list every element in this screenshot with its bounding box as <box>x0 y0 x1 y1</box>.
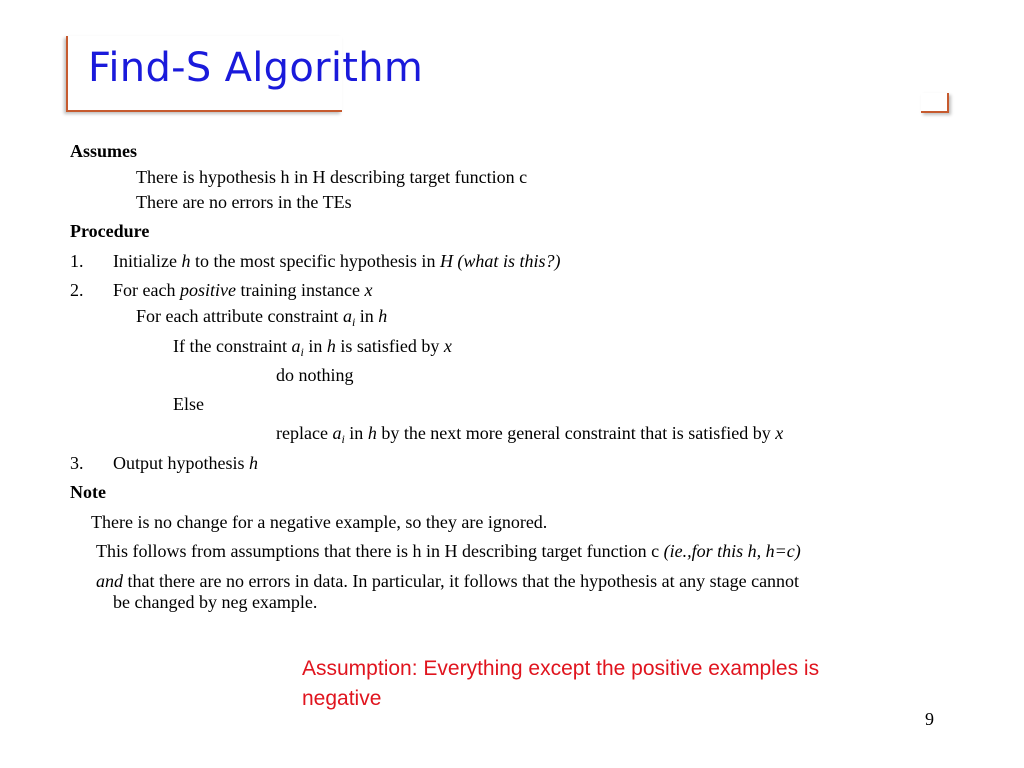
assumes-item-1: There is hypothesis h in H describing target function c <box>136 167 528 187</box>
note-line-3: and that there are no errors in data. In particular, it follows that the hypothesis at any stage cannot <box>96 571 800 591</box>
step-number: 2. <box>70 280 84 300</box>
assumes-item-2: There are no errors in the TEs <box>136 192 352 212</box>
assumes-heading: Assumes <box>70 141 138 161</box>
procedure-heading: Procedure <box>70 221 150 241</box>
assumption-callout: Assumption: Everything except the positive examples is negative <box>302 657 820 710</box>
slide-title: Find-S Algorithm <box>88 45 424 91</box>
step-text: For each positive training instance x <box>113 280 373 300</box>
step-number: 1. <box>70 251 84 271</box>
note-line-1: There is no change for a negative example, so they are ignored. <box>91 512 548 532</box>
page-number: 9 <box>925 709 934 729</box>
replace-line: replace $a_i$ in h by the next more general constraint that is satisfied by x <box>276 423 784 446</box>
decorative-corner-bracket <box>921 93 949 113</box>
step-number: 3. <box>70 453 84 473</box>
attribute-loop-line: For each attribute constraint $a_i$ in h <box>136 306 388 329</box>
note-heading: Note <box>70 482 106 502</box>
note-line-2: This follows from assumptions that there is h in H describing target function c (ie.,for this h, h=c) <box>96 541 801 561</box>
do-nothing-line: do nothing <box>276 365 354 385</box>
step-text: Initialize h to the most specific hypothesis in H (what is this?) <box>113 251 561 271</box>
note-line-4: be changed by neg example. <box>113 592 318 612</box>
if-constraint-line: If the constraint $a_i$ in h is satisfied by x <box>173 336 452 359</box>
step-text: Output hypothesis h <box>113 453 259 473</box>
else-line: Else <box>173 394 204 414</box>
